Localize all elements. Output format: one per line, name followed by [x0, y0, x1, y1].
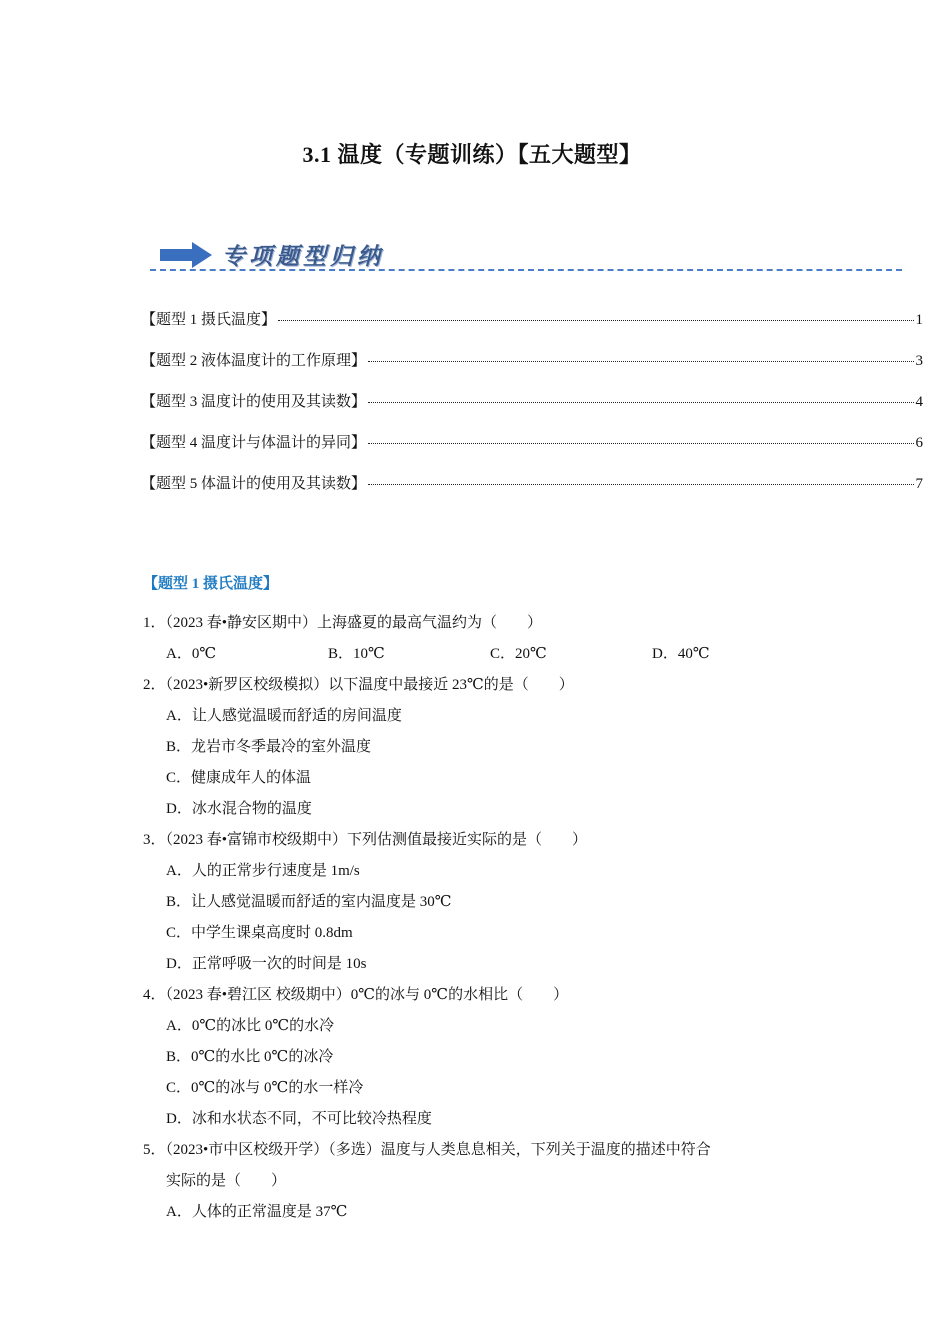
- toc-item[interactable]: [141, 472, 923, 513]
- option: D．40℃: [652, 646, 710, 662]
- option: A．人的正常步行速度是 1m/s: [166, 863, 360, 879]
- page-title: 3.1 温度（专题训练）【五大题型】: [302, 142, 642, 167]
- section-heading: 【题型 1 摄氏温度】: [143, 576, 279, 592]
- option: A．0℃: [166, 646, 217, 662]
- option: C．中学生课桌高度时 0.8dm: [166, 925, 353, 941]
- question-stem: 5．（2023•市中区校级开学）（多选）温度与人类息息相关，下列关于温度的描述中符合: [143, 1142, 711, 1158]
- option: B．0℃的水比 0℃的冰冷: [166, 1049, 334, 1065]
- question-list: [143, 612, 843, 1232]
- toc-item[interactable]: [141, 390, 923, 431]
- option: B．龙岩市冬季最冷的室外温度: [166, 739, 372, 755]
- toc-item-page: 6: [915, 435, 923, 451]
- table-of-contents: [141, 308, 923, 513]
- option: C．健康成年人的体温: [166, 770, 312, 786]
- option: A．让人感觉温暖而舒适的房间温度: [166, 708, 402, 724]
- option: D．冰水混合物的温度: [166, 801, 312, 817]
- toc-item-label: 【题型 5 体温计的使用及其读数】: [141, 476, 367, 492]
- toc-item[interactable]: [141, 308, 923, 349]
- arrow-right-icon: [160, 242, 212, 268]
- option: C．20℃: [490, 646, 547, 662]
- toc-item[interactable]: [141, 349, 923, 390]
- option: B．10℃: [328, 646, 385, 662]
- toc-item-page: 3: [915, 353, 923, 369]
- toc-item[interactable]: [141, 431, 923, 472]
- banner-divider: [150, 269, 902, 271]
- toc-item-label: 【题型 2 液体温度计的工作原理】: [141, 353, 367, 369]
- toc-item-label: 【题型 3 温度计的使用及其读数】: [141, 394, 367, 410]
- option: D．冰和水状态不同，不可比较冷热程度: [166, 1111, 432, 1127]
- toc-leader-dots: [368, 443, 913, 444]
- toc-item-label: 【题型 1 摄氏温度】: [141, 312, 277, 328]
- question-stem: 2．（2023•新罗区校级模拟）以下温度中最接近 23℃的是（ ）: [143, 677, 574, 693]
- question-stem-continued: 实际的是（ ）: [166, 1173, 287, 1189]
- toc-leader-dots: [368, 361, 913, 362]
- question-stem: 1．（2023 春•静安区期中）上海盛夏的最高气温约为（ ）: [143, 615, 543, 631]
- toc-item-page: 7: [915, 476, 923, 492]
- question-stem: 3．（2023 春•富锦市校级期中）下列估测值最接近实际的是（ ）: [143, 832, 588, 848]
- option: B．让人感觉温暖而舒适的室内温度是 30℃: [166, 894, 452, 910]
- toc-leader-dots: [278, 320, 913, 321]
- option-row: [143, 643, 843, 674]
- option: A．人体的正常温度是 37℃: [166, 1204, 348, 1220]
- section-banner: [150, 236, 902, 276]
- option: C．0℃的冰与 0℃的水一样冷: [166, 1080, 364, 1096]
- question-stem: 4．（2023 春•碧江区 校级期中）0℃的冰与 0℃的水相比（ ）: [143, 987, 569, 1003]
- banner-title: 专项题型归纳: [222, 243, 384, 270]
- toc-leader-dots: [368, 484, 913, 485]
- toc-item-page: 1: [915, 312, 923, 328]
- toc-item-label: 【题型 4 温度计与体温计的异同】: [141, 435, 367, 451]
- toc-item-page: 4: [915, 394, 923, 410]
- option: D．正常呼吸一次的时间是 10s: [166, 956, 367, 972]
- option: A．0℃的冰比 0℃的水冷: [166, 1018, 335, 1034]
- toc-leader-dots: [368, 402, 913, 403]
